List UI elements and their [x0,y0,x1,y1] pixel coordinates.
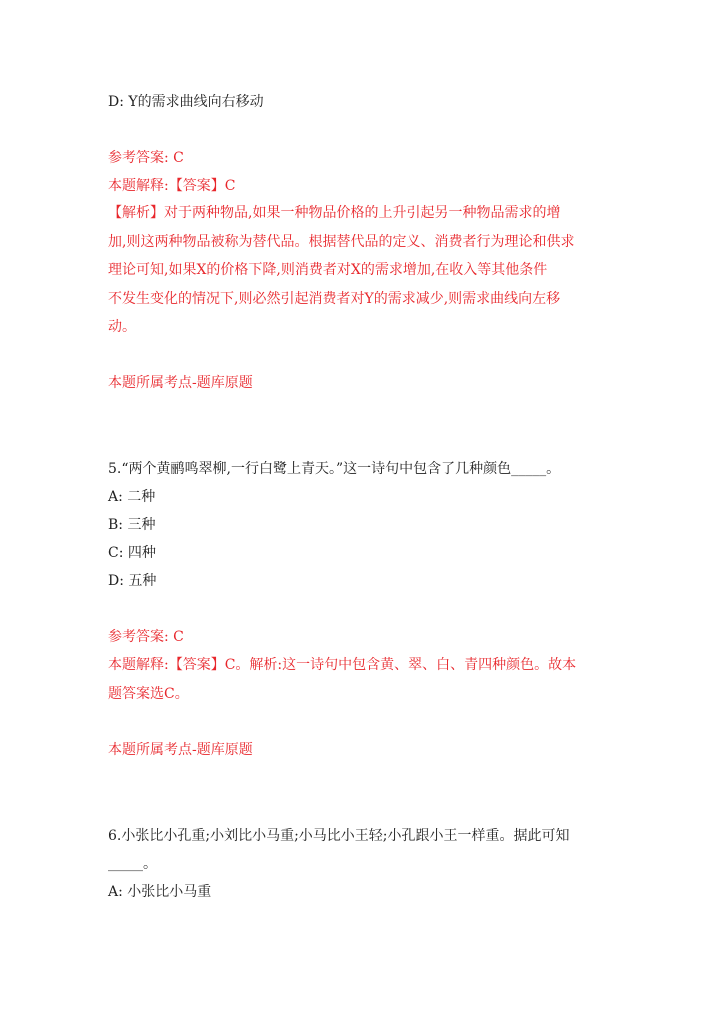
q5-option-d: D: 五种 [108,573,157,589]
q4-source: 本题所属考点-题库原题 [108,375,253,391]
q5-source: 本题所属考点-题库原题 [108,742,253,758]
q4-explain-line: 【解析】对于两种物品,如果一种物品价格的上升引起另一种物品需求的增 [108,205,561,221]
q4-explain-line: 理论可知,如果X的价格下降,则消费者对X的需求增加,在收入等其他条件 [108,262,548,278]
q4-explain-line: 动。 [108,319,136,335]
q5-explain-line: 本题解释:【答案】C。解析:这一诗句中包含黄、翠、白、青四种颜色。故本 [108,657,577,673]
q5-answer: 参考答案: C [108,629,184,645]
q4-option-d: D: Y的需求曲线向右移动 [108,94,264,110]
q6-question-line-1: 6.小张比小孔重;小刘比小马重;小马比小王轻;小孔跟小王一样重。据此可知 [108,828,570,844]
q5-question: 5.“两个黄鹂鸣翠柳,一行白鹭上青天。”这一诗句中包含了几种颜色_____。 [108,461,561,477]
q4-answer: 参考答案: C [108,150,184,166]
q5-explain-line: 题答案选C。 [108,685,189,702]
q4-explanation [108,199,608,342]
q6-question-line-2: _____。 [108,856,157,872]
q4-explain-line: 加,则这两种物品被称为替代品。根据替代品的定义、消费者行为理论和供求 [108,233,575,250]
q4-explain-head: 本题解释:【答案】C [108,178,236,194]
q5-option-b: B: 三种 [108,517,156,533]
q6-option-a: A: 小张比小马重 [108,884,212,900]
q5-option-a: A: 二种 [108,489,156,505]
q4-explain-line: 不发生变化的情况下,则必然引起消费者对Y的需求减少,则需求曲线向左移 [108,290,561,307]
q5-option-c: C: 四种 [108,545,156,561]
q5-explanation [108,651,608,708]
